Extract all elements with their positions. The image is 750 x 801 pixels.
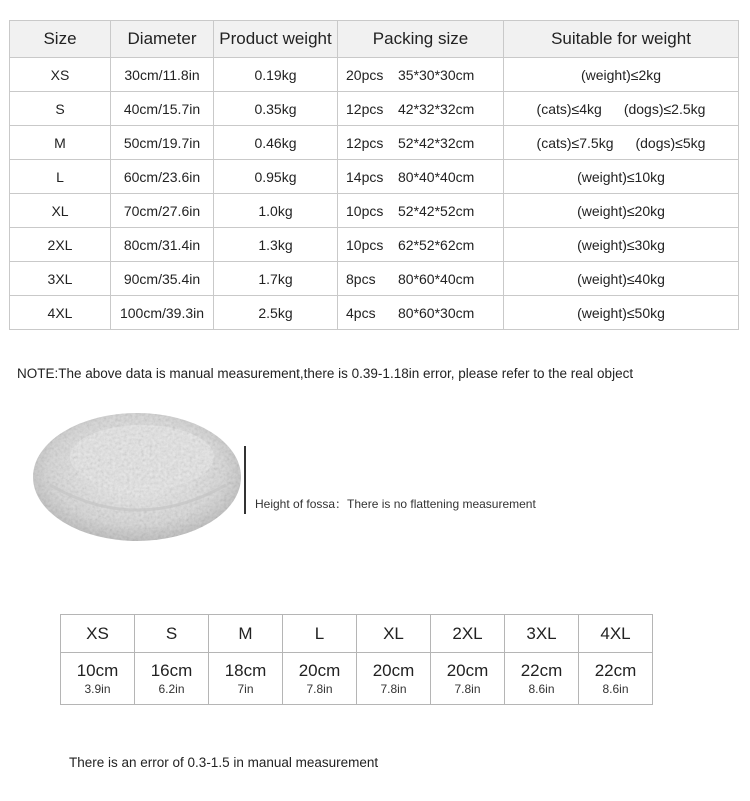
packing-cell bbox=[338, 160, 504, 194]
height-of-fossa-label: Height of fossa：There is no flattening measurement bbox=[255, 497, 536, 511]
fossa-height-cell bbox=[579, 653, 653, 705]
weight-cell: 1.3kg bbox=[214, 228, 338, 262]
fossa-height-inch: 8.6in bbox=[528, 681, 555, 696]
packing-box-size: 80*60*30cm bbox=[398, 304, 475, 321]
packing-cell bbox=[338, 92, 504, 126]
size-cell: S bbox=[10, 92, 111, 126]
weight-cell: 1.0kg bbox=[214, 194, 338, 228]
fit-limit: (weight)≤2kg bbox=[580, 66, 662, 83]
fossa-height-inch: 8.6in bbox=[602, 681, 629, 696]
fit-limit: (dogs)≤5kg bbox=[635, 134, 706, 151]
diameter-cell: 30cm/11.8in bbox=[111, 58, 214, 92]
packing-cell bbox=[338, 228, 504, 262]
fossa-size-cell: L bbox=[283, 615, 357, 653]
packing-cell bbox=[338, 262, 504, 296]
packing-count: 12pcs bbox=[346, 134, 384, 151]
packing-box-size: 52*42*32cm bbox=[398, 134, 475, 151]
fossa-height-cell bbox=[505, 653, 579, 705]
diameter-cell: 90cm/35.4in bbox=[111, 262, 214, 296]
fossa-size-row bbox=[61, 615, 653, 653]
packing-box-size: 80*60*40cm bbox=[398, 270, 475, 287]
fit-limit: (cats)≤7.5kg bbox=[536, 134, 614, 151]
diameter-cell: 80cm/31.4in bbox=[111, 228, 214, 262]
fit-limit: (weight)≤20kg bbox=[577, 202, 665, 219]
fossa-height-cell bbox=[61, 653, 135, 705]
fit-limit: (weight)≤30kg bbox=[577, 236, 665, 253]
fossa-height-cell bbox=[135, 653, 209, 705]
size-row bbox=[10, 262, 739, 296]
size-cell: 4XL bbox=[10, 296, 111, 330]
diameter-cell: 50cm/19.7in bbox=[111, 126, 214, 160]
suitable-weight-cell bbox=[504, 228, 739, 262]
suitable-weight-cell bbox=[504, 262, 739, 296]
size-row bbox=[10, 194, 739, 228]
fossa-size-cell: S bbox=[135, 615, 209, 653]
fossa-height-cm: 22cm bbox=[520, 660, 563, 680]
weight-cell: 0.46kg bbox=[214, 126, 338, 160]
fossa-height-cm: 16cm bbox=[150, 660, 193, 680]
fossa-size-cell: M bbox=[209, 615, 283, 653]
fossa-height-table bbox=[60, 614, 653, 705]
weight-cell: 0.35kg bbox=[214, 92, 338, 126]
packing-box-size: 62*52*62cm bbox=[398, 236, 475, 253]
weight-cell: 2.5kg bbox=[214, 296, 338, 330]
suitable-weight-cell bbox=[504, 296, 739, 330]
fit-limit: (cats)≤4kg bbox=[536, 100, 602, 117]
weight-cell: 1.7kg bbox=[214, 262, 338, 296]
fossa-height-inch: 7.8in bbox=[454, 681, 481, 696]
fossa-height-cell bbox=[357, 653, 431, 705]
fossa-height-cell bbox=[283, 653, 357, 705]
packing-count: 8pcs bbox=[346, 270, 376, 287]
size-cell: L bbox=[10, 160, 111, 194]
fossa-height-cell bbox=[431, 653, 505, 705]
size-row bbox=[10, 160, 739, 194]
packing-count: 14pcs bbox=[346, 168, 384, 185]
fossa-height-cm: 20cm bbox=[298, 660, 341, 680]
diameter-cell: 40cm/15.7in bbox=[111, 92, 214, 126]
size-cell: 3XL bbox=[10, 262, 111, 296]
fossa-height-cell bbox=[209, 653, 283, 705]
size-cell: M bbox=[10, 126, 111, 160]
fossa-size-cell: 2XL bbox=[431, 615, 505, 653]
packing-cell bbox=[338, 58, 504, 92]
size-chart-table bbox=[9, 20, 739, 330]
fossa-size-cell: XL bbox=[357, 615, 431, 653]
measurement-note: NOTE:The above data is manual measurement,there is 0.39-1.18in error, please refer to the real object bbox=[17, 366, 634, 381]
suitable-weight-cell bbox=[504, 92, 739, 126]
fossa-height-cm: 22cm bbox=[594, 660, 637, 680]
fit-limit: (weight)≤50kg bbox=[577, 304, 665, 321]
fossa-size-cell: 4XL bbox=[579, 615, 653, 653]
suitable-weight-cell bbox=[504, 160, 739, 194]
diameter-cell: 70cm/27.6in bbox=[111, 194, 214, 228]
fossa-height-cm: 20cm bbox=[372, 660, 415, 680]
fossa-height-inch: 7.8in bbox=[380, 681, 407, 696]
packing-count: 10pcs bbox=[346, 236, 384, 253]
packing-cell bbox=[338, 296, 504, 330]
packing-box-size: 42*32*32cm bbox=[398, 100, 475, 117]
pet-bed-image bbox=[30, 405, 245, 545]
size-cell: 2XL bbox=[10, 228, 111, 262]
size-cell: XL bbox=[10, 194, 111, 228]
header-packing-size: Packing size bbox=[338, 21, 504, 58]
diameter-cell: 100cm/39.3in bbox=[111, 296, 214, 330]
header-size: Size bbox=[10, 21, 111, 58]
fossa-height-inch: 3.9in bbox=[84, 681, 111, 696]
packing-count: 10pcs bbox=[346, 202, 384, 219]
size-row bbox=[10, 58, 739, 92]
header-diameter: Diameter bbox=[111, 21, 214, 58]
fossa-height-inch: 7in bbox=[237, 681, 254, 696]
packing-count: 12pcs bbox=[346, 100, 384, 117]
suitable-weight-cell bbox=[504, 194, 739, 228]
header-suitable-weight: Suitable for weight bbox=[504, 21, 739, 58]
size-row bbox=[10, 228, 739, 262]
diameter-cell: 60cm/23.6in bbox=[111, 160, 214, 194]
fossa-value-row bbox=[61, 653, 653, 705]
fossa-height-cm: 18cm bbox=[224, 660, 267, 680]
size-cell: XS bbox=[10, 58, 111, 92]
fossa-height-inch: 7.8in bbox=[306, 681, 333, 696]
fossa-height-inch: 6.2in bbox=[158, 681, 185, 696]
packing-box-size: 80*40*40cm bbox=[398, 168, 475, 185]
weight-cell: 0.19kg bbox=[214, 58, 338, 92]
fit-limit: (weight)≤40kg bbox=[577, 270, 665, 287]
fossa-height-cm: 20cm bbox=[446, 660, 489, 680]
suitable-weight-cell bbox=[504, 58, 739, 92]
suitable-weight-cell bbox=[504, 126, 739, 160]
fit-limit: (weight)≤10kg bbox=[577, 168, 665, 185]
error-note: There is an error of 0.3-1.5 in manual measurement bbox=[69, 755, 379, 770]
size-chart-header bbox=[10, 21, 739, 58]
weight-cell: 0.95kg bbox=[214, 160, 338, 194]
size-row bbox=[10, 92, 739, 126]
height-indicator-line bbox=[244, 446, 246, 514]
header-product-weight: Product weight bbox=[214, 21, 338, 58]
fit-limit: (dogs)≤2.5kg bbox=[623, 100, 706, 117]
packing-box-size: 52*42*52cm bbox=[398, 202, 475, 219]
packing-cell bbox=[338, 194, 504, 228]
packing-cell bbox=[338, 126, 504, 160]
fossa-height-cm: 10cm bbox=[76, 660, 119, 680]
packing-count: 20pcs bbox=[346, 66, 384, 83]
fossa-size-cell: XS bbox=[61, 615, 135, 653]
fossa-size-cell: 3XL bbox=[505, 615, 579, 653]
packing-count: 4pcs bbox=[346, 304, 376, 321]
packing-box-size: 35*30*30cm bbox=[398, 66, 475, 83]
size-row bbox=[10, 126, 739, 160]
size-row bbox=[10, 296, 739, 330]
